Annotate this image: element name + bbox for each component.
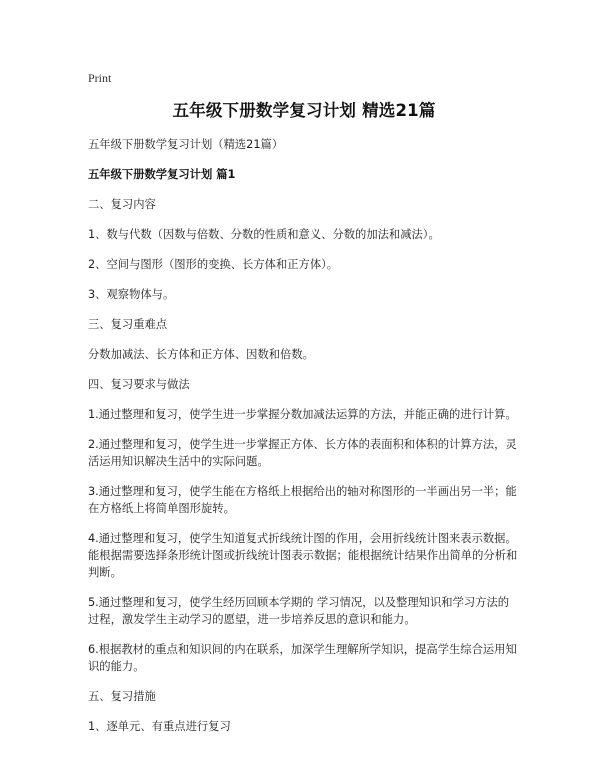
heading-key-points: 三、复习重难点 <box>88 318 168 331</box>
content-item-1: 1、数与代数（因数与倍数、分数的性质和意义、分数的加法和减法）。 <box>88 228 440 241</box>
requirement-item-5: 5.通过整理和复习，使学生经历回顾本学期的 学习情况，以及整理知识和学习方法的过程，激发学生主动学习的愿望，进一步培养反思的意识和能力。 <box>88 596 510 626</box>
heading-requirements: 四、复习要求与做法 <box>88 378 190 391</box>
document-title: 五年级下册数学复习计划 精选21篇 <box>172 101 436 120</box>
section-heading-part1: 五年级下册数学复习计划 篇1 <box>88 168 236 181</box>
requirement-item-4: 4.通过整理和复习，使学生知道复式折线统计图的作用，会用折线统计图来表示数据。能根据需要选择条形统计图或折线统计图表示数据；能根据统计结果作出简单的分析和判断。 <box>88 532 518 579</box>
requirement-item-2: 2.通过整理和复习，使学生进一步掌握正方体、长方体的表面积和体积的计算方法，灵活运用知识解决生活中的实际问题。 <box>88 438 517 468</box>
requirement-item-3: 3.通过整理和复习，使学生能在方格纸上根据给出的轴对称图形的一半画出另一半；能在方格纸上将简单图形旋转。 <box>88 485 517 515</box>
heading-review-content: 二、复习内容 <box>88 198 156 211</box>
print-label[interactable]: Print <box>88 71 112 85</box>
key-points-text: 分数加减法、长方体和正方体、因数和倍数。 <box>88 348 314 361</box>
content-item-2: 2、空间与图形（图形的变换、长方体和正方体）。 <box>88 258 339 271</box>
requirement-item-6: 6.根据教材的重点和知识间的内在联系，加深学生理解所学知识，提高学生综合运用知识的能力。 <box>88 643 517 673</box>
requirement-item-1: 1.通过整理和复习，使学生进一步掌握分数加减法运算的方法，并能正确的进行计算。 <box>88 408 517 421</box>
heading-measures: 五、复习措施 <box>88 690 156 703</box>
doc-subtitle: 五年级下册数学复习计划（精选21篇） <box>88 138 284 151</box>
content-item-3: 3、观察物体与。 <box>88 288 175 301</box>
measure-item-1: 1、逐单元、有重点进行复习 <box>88 720 231 733</box>
